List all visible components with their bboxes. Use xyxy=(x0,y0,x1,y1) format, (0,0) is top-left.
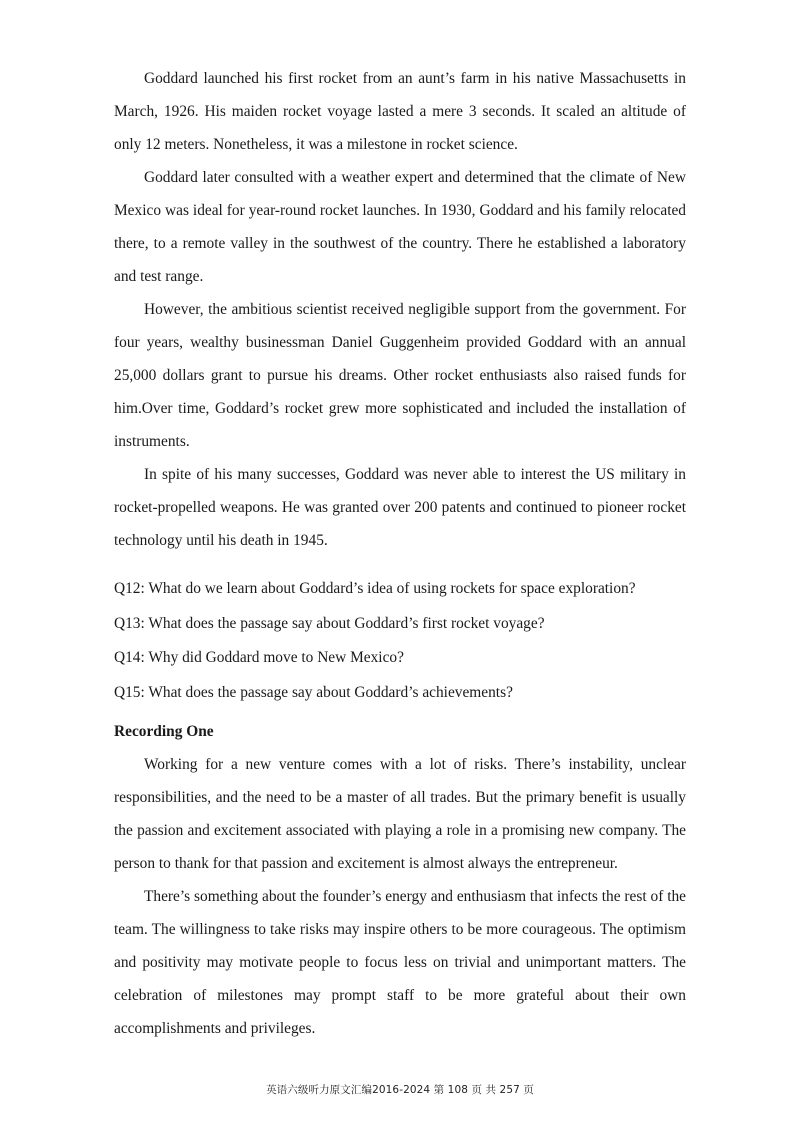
recording-paragraph: There’s something about the founder’s energy and enthusiasm that infects the rest of the team. The willingness to take risks may inspire others to be more courageous. The optimism and positivity may motivate people to focus less on trivial and unimportant matters. The celebration of milestones may prompt staff to be more grateful about their own accomplishments and privileges. xyxy=(114,888,686,1037)
passage-paragraph: However, the ambitious scientist received negligible support from the government. For four years, wealthy businessman Daniel Guggenheim provided Goddard with an annual 25,000 dollars grant to pursue his dreams. Other rocket enthusiasts also raised funds for him.Over time, Goddard’s rocket grew more sophisticated and included the installation of instruments. xyxy=(114,301,686,450)
passage-paragraph: Goddard launched his first rocket from an aunt’s farm in his native Massachusetts in March, 1926. His maiden rocket voyage lasted a mere 3 seconds. It scaled an altitude of only 12 meters. Nonetheless, it was a milestone in rocket science. xyxy=(114,70,686,153)
passage-paragraph: Goddard later consulted with a weather expert and determined that the climate of New Mexico was ideal for year-round rocket launches. In 1930, Goddard and his family relocated there, to a remote valley in the southwest of the country. There he established a laboratory and test range. xyxy=(114,169,686,285)
question-item: Q12: What do we learn about Goddard’s idea of using rockets for space exploration? xyxy=(114,580,636,597)
question-item: Q15: What does the passage say about Goddard’s achievements? xyxy=(114,683,513,701)
recording-section xyxy=(114,715,686,1045)
section-heading: Recording One xyxy=(114,723,214,740)
goddard-passage xyxy=(114,62,686,557)
recording-paragraph: Working for a new venture comes with a lot of risks. There’s instability, unclear responsibilities, and the need to be a master of all trades. But the primary benefit is usually the passion and excitement associated with playing a role in a promising new company. The person to thank for that passion and excitement is almost always the entrepreneur. xyxy=(114,756,686,872)
question-item: Q14: Why did Goddard move to New Mexico? xyxy=(114,649,404,666)
page-footer: 英语六级听力原文汇编2016-2024 第 108 页 共 257 页 xyxy=(266,1084,534,1096)
question-item: Q13: What does the passage say about Goddard’s first rocket voyage? xyxy=(114,614,545,632)
question-list xyxy=(114,572,686,710)
passage-paragraph: In spite of his many successes, Goddard was never able to interest the US military in rocket-propelled weapons. He was granted over 200 patents and continued to pioneer rocket technology until his death in 1945. xyxy=(114,466,686,549)
document-page xyxy=(114,62,686,1045)
